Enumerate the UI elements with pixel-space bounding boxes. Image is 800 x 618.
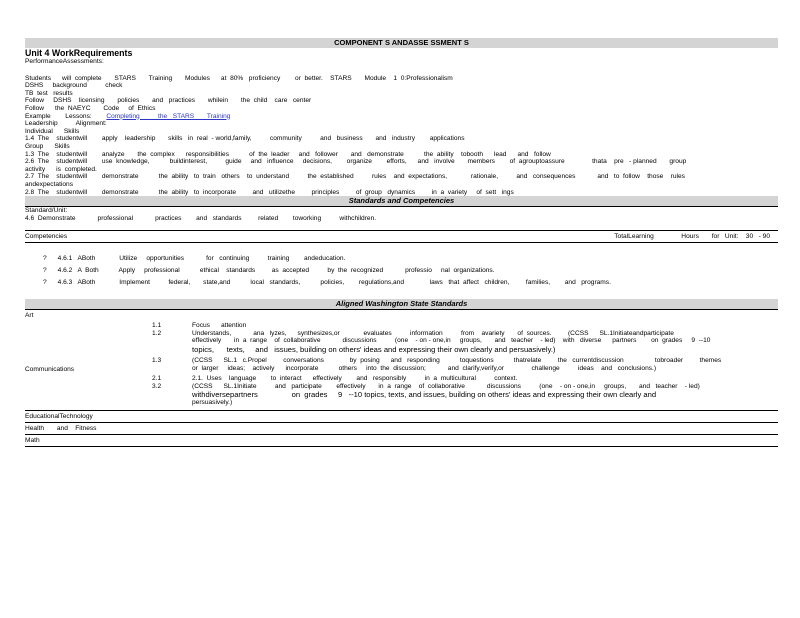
competency-item: ? 4.6.1 ABoth Utilize opportunities for continuing training andeducation. xyxy=(43,255,346,263)
standards-bar: Standards and Competencies xyxy=(25,196,778,206)
standard-row xyxy=(25,357,778,372)
skills-line: 1.4 The studentwill apply leadership skills in real - world,family, community and business and industry applications xyxy=(25,135,465,143)
standard-row xyxy=(25,375,778,383)
standard-text: (CCSS SL.1Initiate and participate effectively in a range of collaborative discussions (one - on - one,in groups, and teacher - led) xyxy=(192,382,700,390)
standard-number: 3.2 xyxy=(152,382,162,390)
communications-label: Communications xyxy=(25,366,75,374)
total-learning-hours: TotalLearning Hours for Unit: 30 - 90 xyxy=(614,233,770,241)
skills-line: 1.3 The studentwill analyze the complex responsibilities of the leader and follower and demonstrate the ability tobooth lead and follow xyxy=(25,150,551,158)
body-line: Students will complete STARS Training Modules at 80% proficiency or better. STARS Module 1 0:Professionalism xyxy=(25,74,453,82)
standard-number: 1.2 xyxy=(152,329,162,337)
standard-text: topics, texts, and issues, building on others' ideas and expressing their own clearly and persuasively.) xyxy=(192,345,556,355)
educational-technology-row: EducationalTechnology xyxy=(25,410,778,422)
body-line: TB test results xyxy=(25,89,73,97)
standard-text: 2.1. Uses language to interact effectively and responsibly in a multicultural context. xyxy=(192,375,518,383)
math-row: Math xyxy=(25,434,778,447)
competency-item: ? 4.6.3 ABoth Implement federal, state,and local standards, policies, regulations,and laws that affect children, families, and programs. xyxy=(43,279,611,287)
standard-label: Standard/Unit: xyxy=(25,206,778,215)
health-fitness-row: Health and Fitness xyxy=(25,422,778,434)
example-lessons-line xyxy=(25,113,778,121)
art-label: Art xyxy=(25,309,778,322)
skills-line: Leadership Alignment: xyxy=(25,120,107,128)
standard-text: withdiversepartners on grades 9 --10 topics, texts, and issues, building on others' ideas and expressing their own clearly and xyxy=(192,390,657,400)
document xyxy=(25,38,778,447)
skills-line: 2.6 The studentwill use knowledge, buildinterest, guide and influence decisions, organize efforts, and involve members of agrouptoassure thata pre - planned group xyxy=(25,158,687,166)
performance-label: PerformanceAssessments: xyxy=(25,58,104,65)
components-header-bar: COMPONENT S ANDASSE SSMENT S xyxy=(25,38,778,48)
body-line: DSHS background check xyxy=(25,82,123,90)
standard-number: 1.1 xyxy=(152,322,162,330)
example-label: Example Lessons: xyxy=(25,112,92,120)
standard-line: 4.6 Demonstrate professional practices and standards related toworking withchildren. xyxy=(25,214,377,222)
body-line: Follow DSHS licensing policies and practices whilein the child care center xyxy=(25,97,312,105)
skills-line: 2.8 The studentwill demonstrate the ability to incorporate and utilizethe principles of group dynamics in a variety of sett ings xyxy=(25,188,514,196)
competencies-label: Competencies xyxy=(25,233,68,241)
competencies-row xyxy=(25,230,778,243)
standard-text: Understands, ana lyzes, synthesizes,or evaluates information from avariety of sources. (CCSS SL.1Initiateandparticipate xyxy=(192,329,674,337)
standard-text: (CCSS SL.1 c.Propel conversations by posing and responding toquestions thatrelate the currentdiscussion tobroader themes xyxy=(192,357,722,365)
aligned-standards-table xyxy=(25,322,778,407)
body-line: Follow the NAEYC Code of Ethics xyxy=(25,104,156,112)
standard-number: 1.3 xyxy=(152,357,162,365)
standard-row xyxy=(25,383,778,407)
standard-row xyxy=(25,330,778,354)
standard-number: 2.1 xyxy=(152,375,162,383)
skills-line: Individual Skills xyxy=(25,127,80,135)
standard-text: Focus attention xyxy=(192,322,247,330)
stars-training-link[interactable]: Completing the STARS Training xyxy=(106,112,231,120)
skills-line: andexpectations xyxy=(25,180,74,188)
competency-item: ? 4.6.2 A Both Apply professional ethical standards as accepted by the recognized professio nal organizations. xyxy=(43,267,495,275)
unit-title: Unit 4 WorkRequirements xyxy=(25,48,133,58)
skills-line: activity is completed. xyxy=(25,165,97,173)
skills-line: 2.7 The studentwill demonstrate the ability to train others to understand the established rules and expectations, rationale, and consequences and to follow those rules xyxy=(25,173,685,181)
skills-line: Group Skills xyxy=(25,142,70,150)
aligned-standards-bar: Aligned Washington State Standards xyxy=(25,299,778,309)
standard-text: effectively in a range of collaborative discussions (one - on - one,in groups, and teacher - led) with diverse partners on grades 9 --10 xyxy=(192,337,711,345)
standard-text: or larger ideas; actively incorporate others into the discussion; and clarify,verify,or challenge ideas and conclusions.) xyxy=(192,364,657,372)
competency-list xyxy=(25,253,778,289)
standard-row xyxy=(25,322,778,330)
standard-text: persuasively.) xyxy=(192,399,233,407)
